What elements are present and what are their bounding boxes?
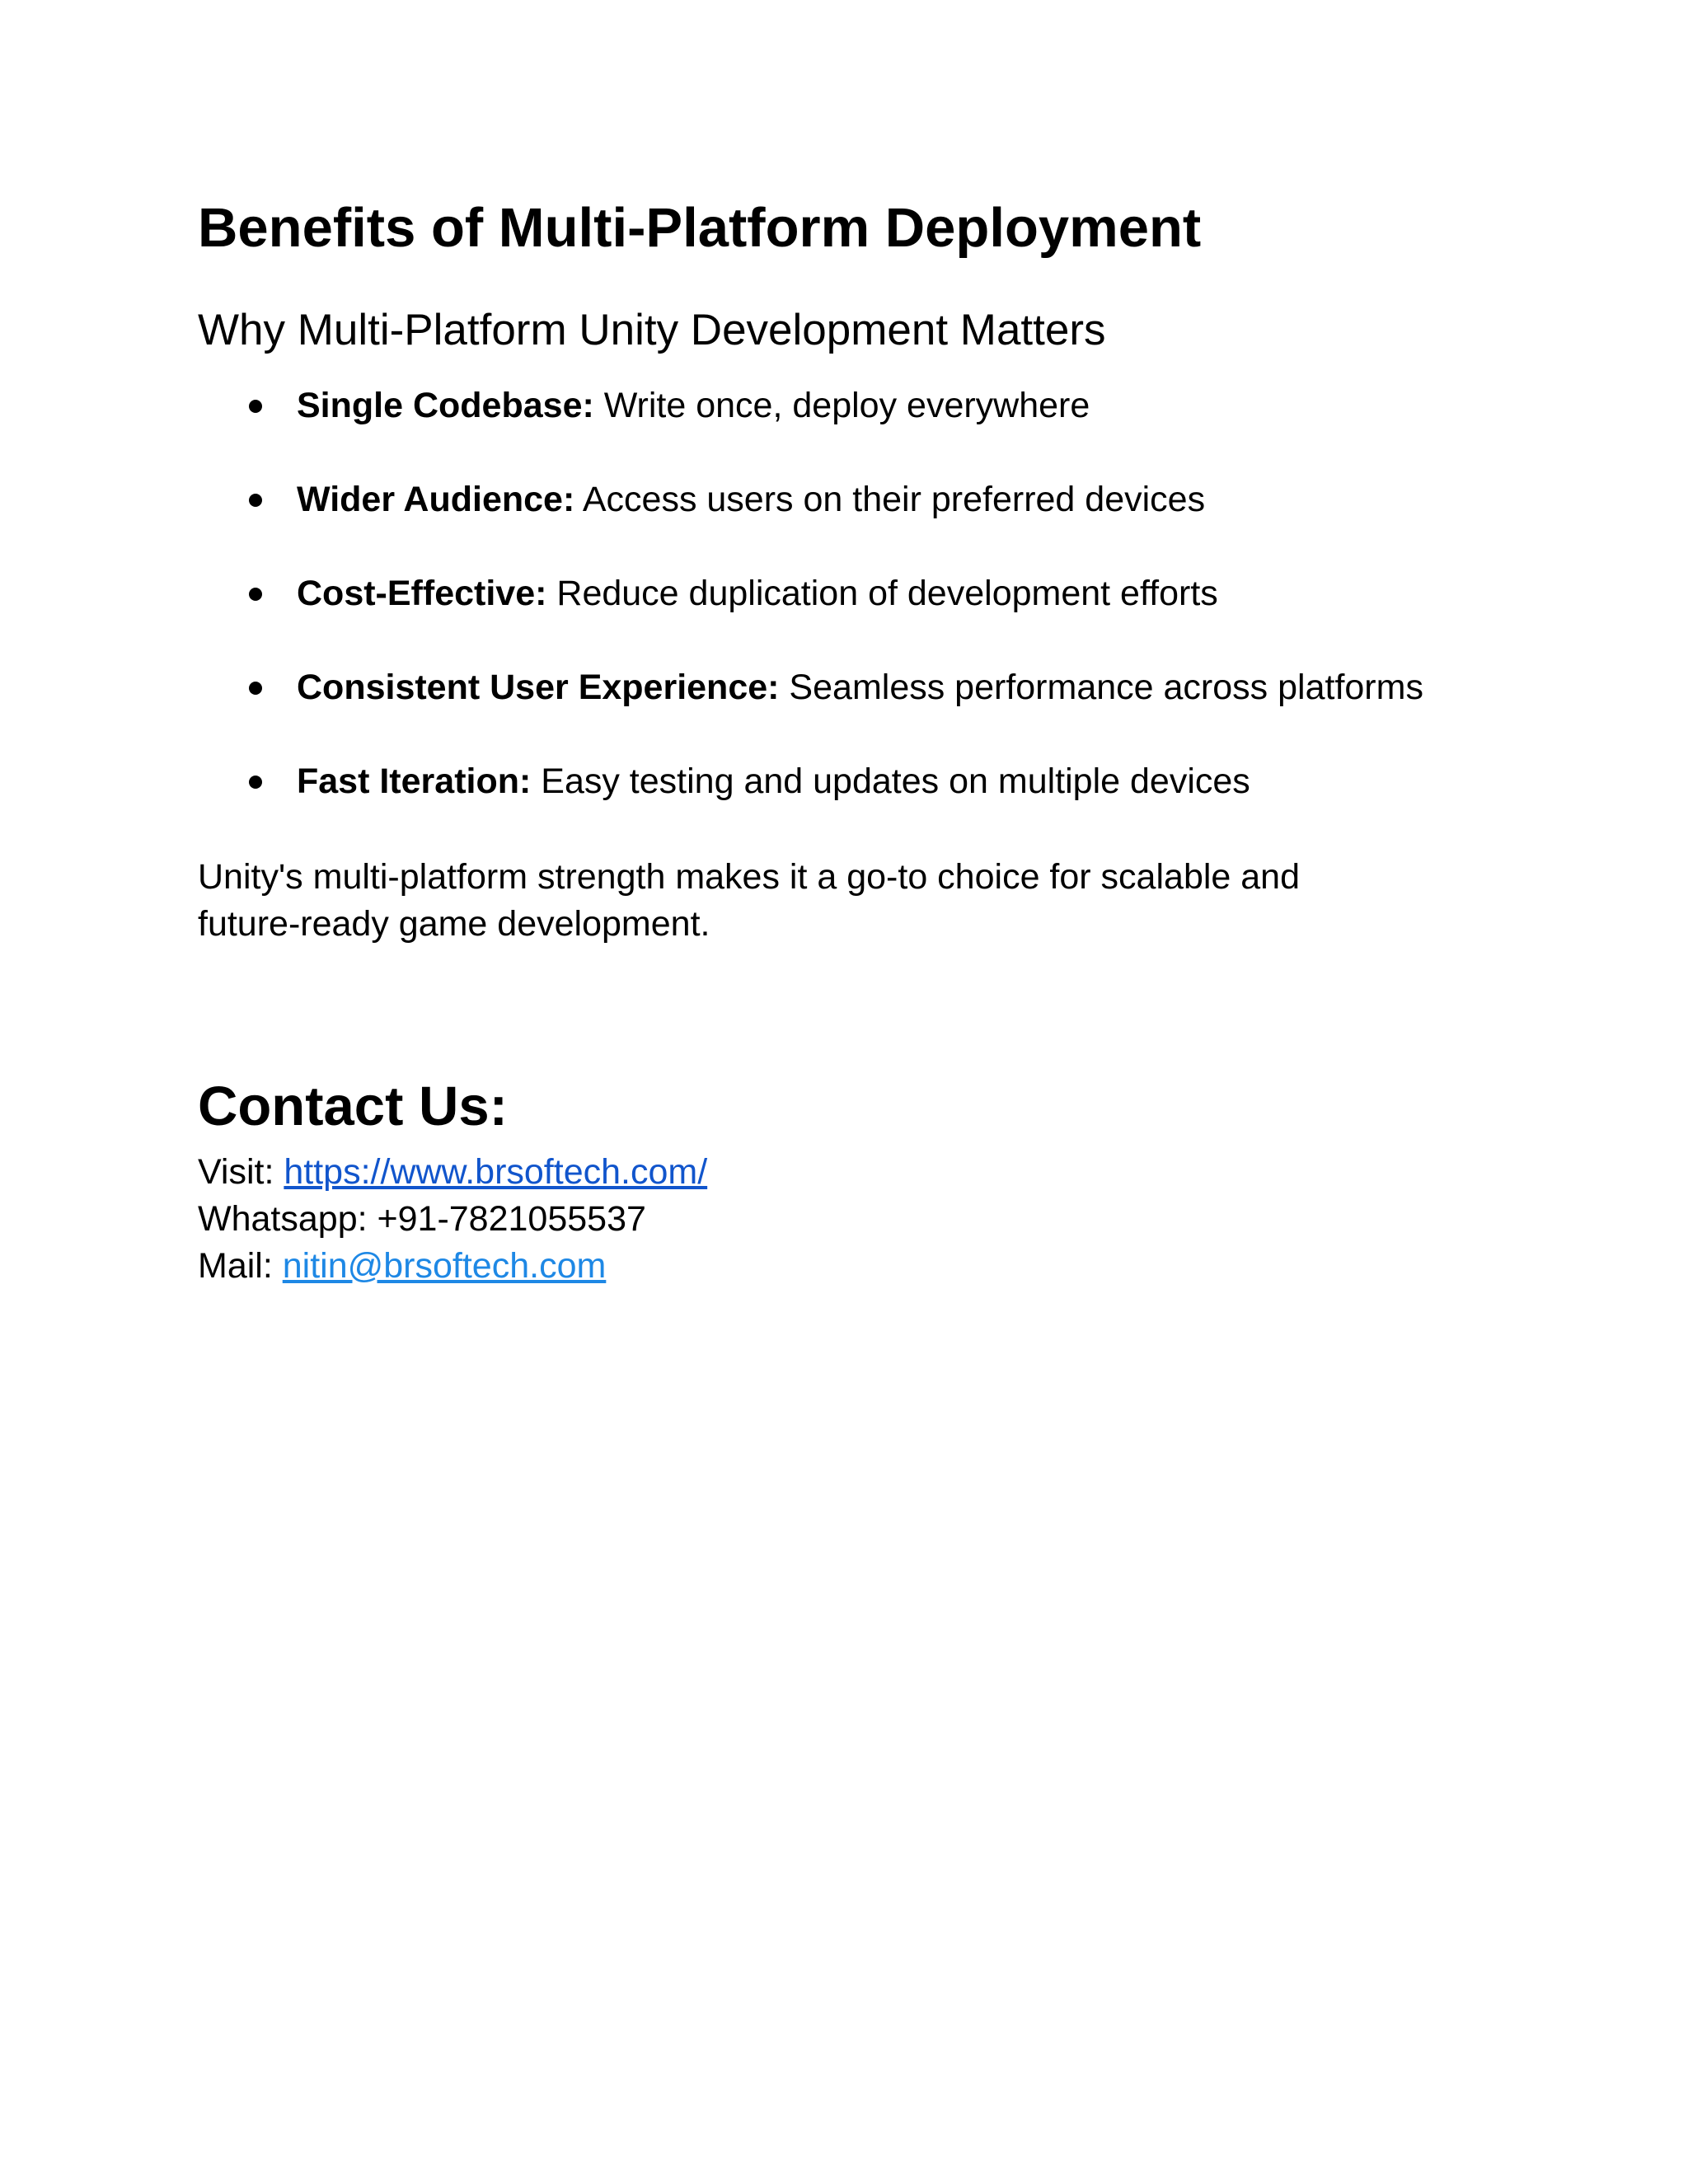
contact-details: [198, 1149, 1517, 1290]
email-link[interactable]: nitin@brsoftech.com: [282, 1246, 607, 1286]
bullet-term: Consistent User Experience:: [297, 668, 780, 707]
contact-mail-line: [198, 1243, 1517, 1290]
list-item: [198, 664, 1517, 710]
contact-heading: Contact Us:: [198, 1076, 508, 1137]
whatsapp-number: +91-7821055537: [377, 1199, 646, 1239]
bullet-term: Single Codebase:: [297, 386, 594, 425]
bullet-text: Seamless performance across platforms: [779, 668, 1423, 707]
list-item: [198, 476, 1517, 523]
bullet-text: Easy testing and updates on multiple devices: [531, 762, 1250, 801]
bullet-text: Access users on their preferred devices: [574, 480, 1206, 519]
section-subtitle: Why Multi-Platform Unity Development Matters: [198, 306, 1106, 354]
contact-visit-line: [198, 1149, 1517, 1196]
website-link[interactable]: https://www.brsoftech.com/: [284, 1152, 708, 1192]
bullet-icon: [249, 494, 262, 507]
list-item: [198, 758, 1517, 804]
document-content: [198, 191, 1517, 1290]
benefits-list: [198, 382, 1517, 804]
list-item: [198, 382, 1517, 429]
bullet-icon: [249, 682, 262, 695]
visit-label: Visit:: [198, 1152, 284, 1192]
bullet-term: Cost-Effective:: [297, 574, 547, 613]
bullet-text: Reduce duplication of development efforts: [546, 574, 1218, 613]
summary-paragraph: Unity's multi-platform strength makes it a go-to choice for scalable and future-ready game development.: [198, 857, 1301, 944]
bullet-icon: [249, 588, 262, 601]
bullet-term: Fast Iteration:: [297, 762, 532, 801]
mail-label: Mail:: [198, 1246, 283, 1286]
bullet-icon: [249, 776, 262, 789]
whatsapp-label: Whatsapp:: [198, 1199, 377, 1239]
bullet-text: Write once, deploy everywhere: [593, 386, 1090, 425]
list-item: [198, 570, 1517, 616]
bullet-icon: [249, 400, 262, 413]
page-title: Benefits of Multi-Platform Deployment: [198, 197, 1202, 259]
contact-whatsapp-line: [198, 1196, 1517, 1243]
bullet-term: Wider Audience:: [297, 480, 575, 519]
